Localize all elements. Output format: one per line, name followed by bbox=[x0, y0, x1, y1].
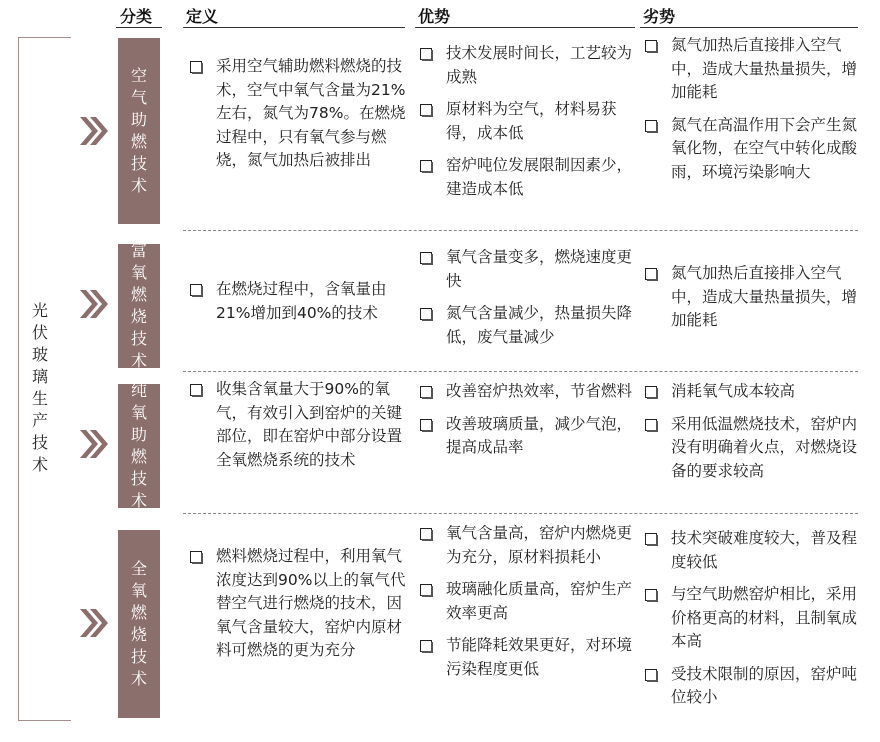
bullet-text: 采用空气辅助燃料燃烧的技术，空气中氧气含量为21%左右，氮气为78%。在燃烧过程中，只有氧气参与燃烧，氮气加热后被排出 bbox=[216, 57, 406, 169]
category-label: 纯氧助燃技术 bbox=[130, 381, 147, 510]
header-underline-advantages bbox=[415, 27, 635, 28]
bullet-text: 技术发展时间长，工艺较为成熟 bbox=[446, 44, 633, 86]
advantages-cell bbox=[418, 380, 636, 469]
bullet-text: 改善玻璃质量，减少气泡，提高成品率 bbox=[446, 414, 633, 456]
definition-cell bbox=[188, 545, 410, 672]
bullet-text: 消耗氧气成本较高 bbox=[671, 382, 796, 400]
checkbox-bullet-icon bbox=[420, 528, 432, 540]
bullet-item bbox=[418, 98, 636, 145]
checkbox-bullet-icon bbox=[645, 40, 657, 52]
chevron-right-icon bbox=[78, 607, 108, 639]
definition-cell bbox=[188, 278, 410, 334]
bullet-item bbox=[188, 278, 410, 325]
category-block-pure-oxygen-assist bbox=[118, 381, 160, 510]
category-block-enriched-oxygen bbox=[118, 241, 160, 370]
bullet-item bbox=[643, 413, 865, 484]
chevron-right-icon bbox=[78, 115, 108, 147]
bullet-item bbox=[418, 578, 636, 625]
checkbox-bullet-icon bbox=[420, 252, 432, 264]
category-block-full-oxygen bbox=[118, 530, 160, 718]
category-label: 空气助燃技术 bbox=[130, 66, 147, 195]
chevron-right-icon bbox=[78, 428, 108, 460]
disadvantages-cell bbox=[643, 380, 865, 492]
bullet-text: 窑炉吨位发展限制因素少，建造成本低 bbox=[446, 156, 633, 198]
checkbox-bullet-icon bbox=[645, 669, 657, 681]
chevron-right-icon bbox=[78, 288, 108, 320]
definition-cell bbox=[188, 378, 410, 481]
bullet-item bbox=[188, 545, 410, 663]
row-divider bbox=[183, 230, 858, 231]
bullet-text: 采用低温燃烧技术，窑炉内没有明确着火点，对燃烧设备的要求较高 bbox=[671, 414, 858, 480]
advantages-cell bbox=[418, 522, 636, 690]
checkbox-bullet-icon bbox=[420, 640, 432, 652]
checkbox-bullet-icon bbox=[645, 268, 657, 280]
checkbox-bullet-icon bbox=[190, 384, 202, 396]
header-advantages: 优势 bbox=[418, 7, 451, 26]
definition-cell bbox=[188, 55, 410, 182]
checkbox-bullet-icon bbox=[190, 284, 202, 296]
header-underline-disadvantages bbox=[640, 27, 858, 28]
advantages-cell bbox=[418, 42, 636, 210]
bullet-item bbox=[643, 380, 865, 404]
bullet-text: 燃料燃烧过程中，利用氧气浓度达到90%以上的氧气代替空气进行燃烧的技术，因氧气含量较大，窑炉内原材料可燃烧的更为充分 bbox=[216, 547, 406, 659]
bullet-item bbox=[418, 380, 636, 404]
checkbox-bullet-icon bbox=[420, 48, 432, 60]
checkbox-bullet-icon bbox=[420, 160, 432, 172]
bullet-text: 氮气加热后直接排入空气中，造成大量热量损失，增加能耗 bbox=[671, 36, 858, 101]
bullet-text: 技术突破难度较大，普及程度较低 bbox=[671, 529, 858, 571]
bullet-item bbox=[643, 663, 865, 710]
checkbox-bullet-icon bbox=[645, 589, 657, 601]
checkbox-bullet-icon bbox=[645, 419, 657, 431]
header-category: 分类 bbox=[120, 7, 153, 26]
header-definition: 定义 bbox=[186, 7, 219, 26]
checkbox-bullet-icon bbox=[420, 584, 432, 596]
checkbox-bullet-icon bbox=[420, 386, 432, 398]
bullet-item bbox=[418, 42, 636, 89]
bullet-item bbox=[418, 246, 636, 293]
side-title: 光 伏 玻 璃 生 产 技 术 bbox=[31, 301, 48, 474]
bullet-text: 氮气在高温作用下会产生氮氧化物，在空气中转化成酸雨，环境污染影响大 bbox=[671, 115, 858, 181]
disadvantages-cell bbox=[643, 34, 865, 193]
bullet-text: 在燃烧过程中，含氧量由21%增加到40%的技术 bbox=[216, 280, 387, 322]
header-disadvantages: 劣势 bbox=[643, 7, 676, 26]
bullet-text: 原材料为空气，材料易获得，成本低 bbox=[446, 100, 617, 142]
disadvantages-cell bbox=[643, 527, 865, 719]
checkbox-bullet-icon bbox=[190, 61, 202, 73]
bullet-text: 受技术限制的原因，窑炉吨位较小 bbox=[671, 664, 858, 706]
row-divider bbox=[183, 513, 858, 514]
bullet-item bbox=[418, 634, 636, 681]
bullet-item bbox=[643, 583, 865, 654]
bullet-text: 节能降耗效果更好，对环境污染程度更低 bbox=[446, 636, 633, 678]
category-label: 富氧燃烧技术 bbox=[130, 241, 147, 370]
bullet-text: 氧气含量变多，燃烧速度更快 bbox=[446, 248, 633, 290]
row-divider bbox=[183, 371, 858, 372]
header-underline-category bbox=[116, 27, 162, 28]
bullet-item bbox=[418, 522, 636, 569]
category-block-air bbox=[118, 38, 160, 224]
bullet-item bbox=[643, 262, 865, 333]
checkbox-bullet-icon bbox=[420, 104, 432, 116]
bullet-text: 氮气加热后直接排入空气中，造成大量热量损失，增加能耗 bbox=[671, 264, 858, 329]
header-underline-definition bbox=[183, 27, 405, 28]
bullet-text: 收集含氧量大于90%的氧气，有效引入到窑炉的关键部位，即在窑炉中部分设置全氧燃烧系统的技术 bbox=[216, 380, 403, 469]
bullet-text: 与空气助燃窑炉相比，采用价格更高的材料，且制氧成本高 bbox=[671, 585, 858, 650]
bullet-item bbox=[418, 302, 636, 349]
checkbox-bullet-icon bbox=[420, 308, 432, 320]
advantages-cell bbox=[418, 246, 636, 358]
bullet-item bbox=[643, 114, 865, 185]
checkbox-bullet-icon bbox=[645, 120, 657, 132]
bullet-item bbox=[418, 154, 636, 201]
checkbox-bullet-icon bbox=[190, 551, 202, 563]
category-label: 全氧燃烧技术 bbox=[130, 559, 147, 688]
bullet-text: 氮气含量减少，热量损失降低，废气量减少 bbox=[446, 304, 633, 346]
disadvantages-cell bbox=[643, 262, 865, 342]
checkbox-bullet-icon bbox=[645, 386, 657, 398]
bullet-item bbox=[643, 34, 865, 105]
bullet-item bbox=[643, 527, 865, 574]
bullet-item bbox=[418, 413, 636, 460]
checkbox-bullet-icon bbox=[645, 533, 657, 545]
bullet-item bbox=[188, 378, 410, 472]
bullet-text: 玻璃融化质量高，窑炉生产效率更高 bbox=[446, 580, 633, 622]
bullet-text: 改善窑炉热效率，节省燃料 bbox=[446, 382, 633, 400]
bullet-text: 氧气含量高，窑炉内燃烧更为充分，原材料损耗小 bbox=[446, 524, 633, 566]
checkbox-bullet-icon bbox=[420, 419, 432, 431]
bullet-item bbox=[188, 55, 410, 173]
